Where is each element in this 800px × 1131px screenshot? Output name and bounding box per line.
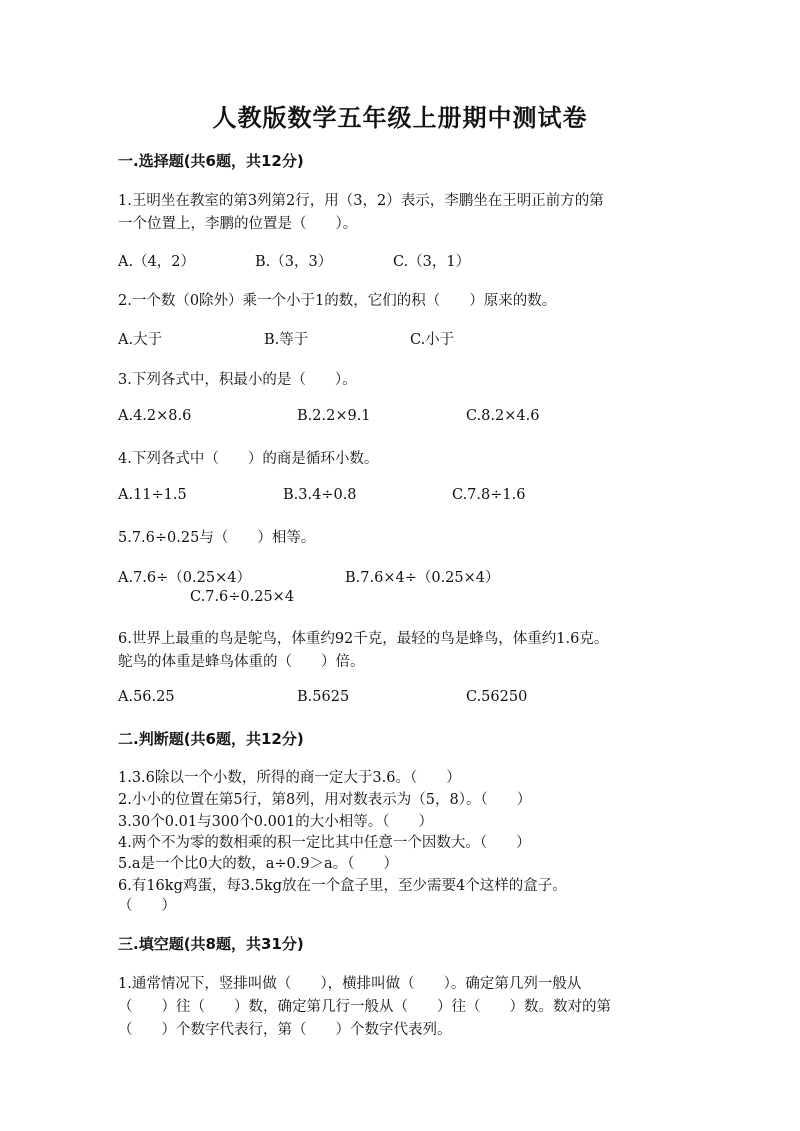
judge-item: 6.有16kg鸡蛋，每3.5kg放在一个盒子里，至少需要4个这样的盒子。	[118, 878, 567, 894]
option-c: C.7.6÷0.25×4	[190, 589, 295, 605]
fill-item: （ ）个数字代表行，第（ ）个数字代表列。	[118, 1022, 452, 1038]
section-heading-fill: 三.填空题(共8题，共31分)	[118, 935, 304, 953]
question-text: 3.下列各式中，积最小的是（ ）。	[118, 372, 357, 388]
option-b: B.等于	[264, 332, 309, 348]
option-c: C.7.8÷1.6	[452, 487, 526, 503]
section-heading-choice: 一.选择题(共6题，共12分)	[118, 152, 304, 170]
option-c: C.（3，1）	[393, 254, 471, 270]
section-heading-judge: 二.判断题(共6题，共12分)	[118, 730, 304, 748]
option-b: B.（3，3）	[255, 254, 333, 270]
question-text: 6.世界上最重的鸟是鸵鸟，体重约92千克，最轻的鸟是蜂鸟，体重约1.6克。	[118, 631, 609, 647]
judge-item: 1.3.6除以一个小数，所得的商一定大于3.6。（ ）	[118, 770, 461, 786]
question-text: 1.王明坐在教室的第3列第2行，用（3，2）表示，李鹏坐在王明正前方的第	[118, 193, 604, 209]
judge-item: （ ）	[118, 898, 176, 914]
option-c: C.8.2×4.6	[466, 408, 540, 424]
option-a: A.（4，2）	[118, 254, 196, 270]
option-a: A.大于	[118, 332, 163, 348]
question-text: 4.下列各式中（ ）的商是循环小数。	[118, 451, 379, 467]
option-a: A.11÷1.5	[118, 487, 187, 503]
option-c: C.56250	[466, 689, 528, 705]
question-text: 5.7.6÷0.25与（ ）相等。	[118, 530, 316, 546]
judge-item: 4.两个不为零的数相乘的积一定比其中任意一个因数大。（ ）	[118, 835, 531, 851]
option-a: A.7.6÷（0.25×4）	[118, 570, 251, 586]
question-text: 鸵鸟的体重是蜂鸟体重的（ ）倍。	[118, 654, 365, 670]
option-b: B.5625	[297, 689, 350, 705]
option-a: A.4.2×8.6	[118, 408, 192, 424]
fill-item: （ ）往（ ）数，确定第几行一般从（ ）往（ ）数。数对的第	[118, 999, 611, 1015]
fill-item: 1.通常情况下，竖排叫做（ ），横排叫做（ ）。确定第几列一般从	[118, 976, 582, 992]
option-b: B.2.2×9.1	[297, 408, 371, 424]
option-a: A.56.25	[118, 689, 175, 705]
judge-item: 3.30个0.01与300个0.001的大小相等。（ ）	[118, 814, 434, 830]
judge-item: 2.小小的位置在第5行，第8列，用对数表示为（5，8）。（ ）	[118, 792, 532, 808]
option-b: B.7.6×4÷（0.25×4）	[345, 570, 500, 586]
question-text: 一个位置上，李鹏的位置是（ ）。	[118, 216, 358, 232]
page-title: 人教版数学五年级上册期中测试卷	[212, 103, 588, 132]
option-b: B.3.4÷0.8	[283, 487, 357, 503]
question-text: 2.一个数（0除外）乘一个小于1的数，它们的积（ ）原来的数。	[118, 293, 557, 309]
option-c: C.小于	[410, 332, 455, 348]
judge-item: 5.a是一个比0大的数，a÷0.9＞a。（ ）	[118, 856, 398, 872]
